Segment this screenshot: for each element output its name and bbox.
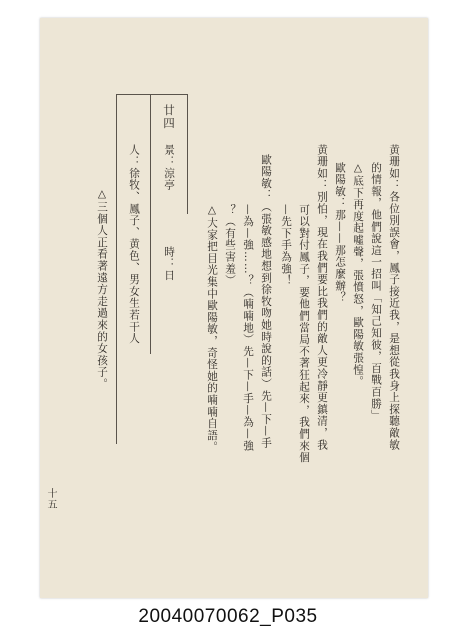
document-page [40,18,428,598]
scene-number: 廿四 [162,104,176,130]
scene-place: 景：涼亭 [163,144,175,192]
scene-people: 人：徐牧、鳳子、黄色、男女生若干人 [128,144,140,345]
script-line-10: ？（有些害羞） [224,204,236,287]
script-line-6: 可以對付鳳子，要他們當局不著狂起來，我們來個 [298,204,310,464]
header-top-rule [116,94,188,95]
header-mid-rule [150,94,151,354]
script-line-5: 黄珊如：別怕，現在我們要比我們的敵人更冷靜更鎮清，我 [316,144,328,451]
script-line-3: △底下再度起噓聲，張憤怒，歐陽敏張惶。 [352,162,364,388]
script-line-8: 歐陽敏：（張敏感地想到徐牧吻她時說的話）先—下—手 [260,154,272,449]
script-line-7: —先下手為強！ [280,204,292,287]
stage-direction: △三個人正看著遠方走過來的女孩子。 [96,188,108,390]
script-line-4: 歐陽敏：那——那怎麼辦？ [334,162,346,304]
script-line-11: △大家把目光集中歐陽敏，奇怪她的喃喃自語。 [206,204,218,454]
script-line-1: 黄珊如：各位別誤會，鳳子接近我，是想從我身上探聽敵敏 [388,144,400,451]
header-right-rule [187,94,188,214]
header-left-rule [116,94,117,444]
image-caption: 20040070062_P035 [138,606,318,627]
scene-time: 時：日 [163,246,175,282]
page-number: 十五 [45,488,56,511]
script-line-9: —為—強……？（喃喃地）先—下—手—為—強 [242,204,254,452]
script-line-2: 的情報，他們說這一招叫「知己知彼，百戰百勝」 [370,162,382,422]
